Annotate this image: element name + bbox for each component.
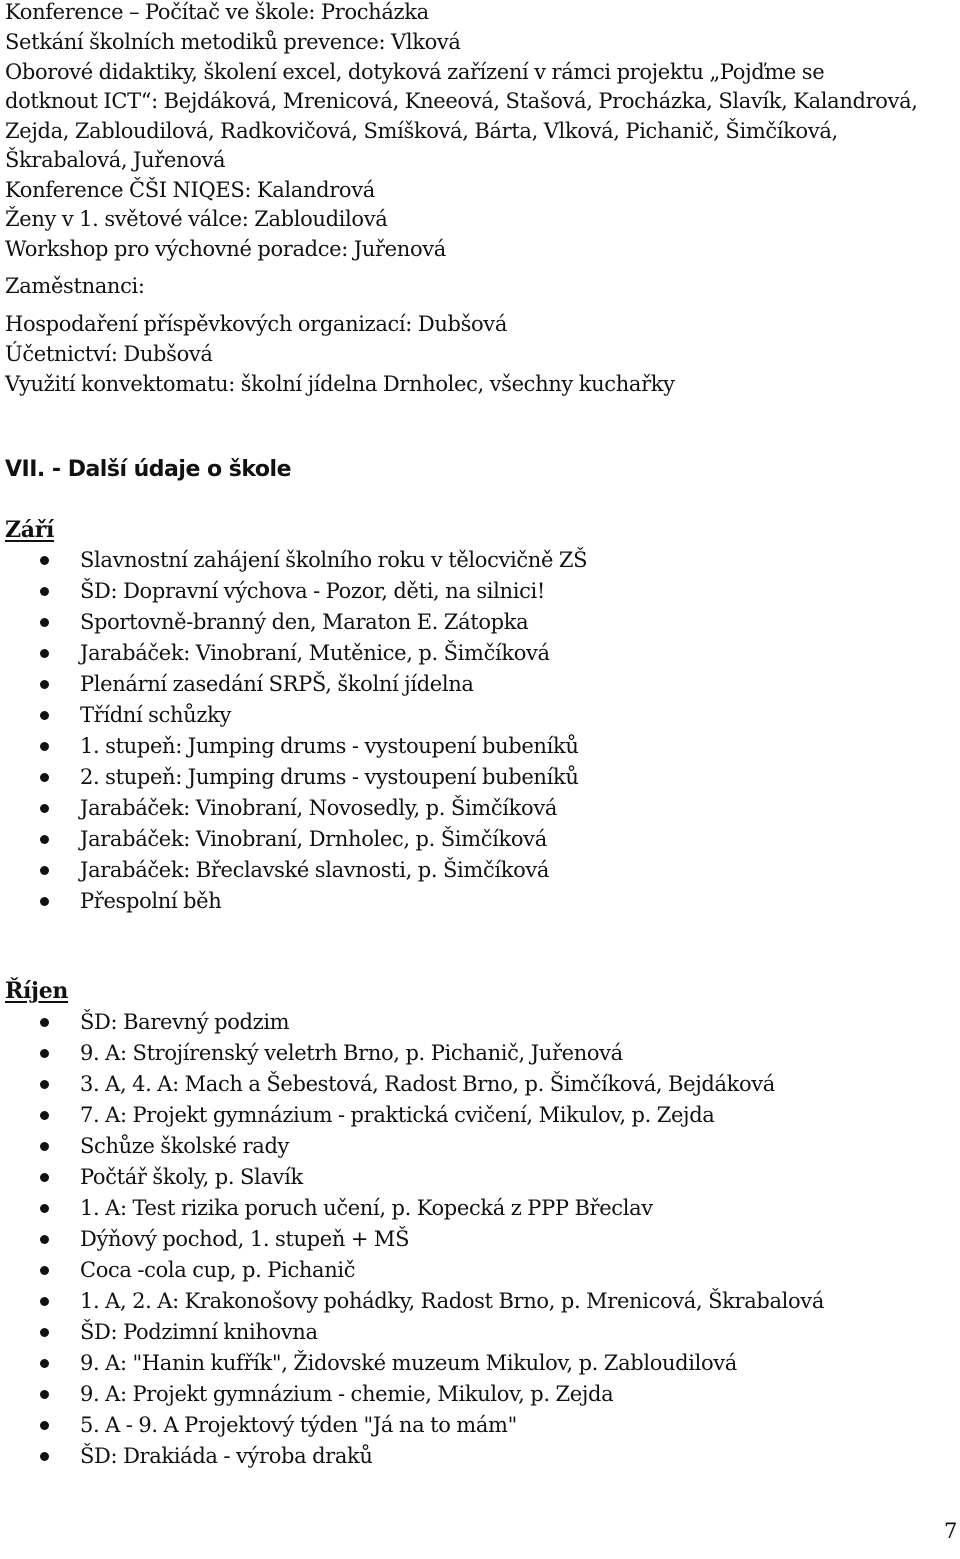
list-item-text: 3. A, 4. A: Mach a Šebestová, Radost Brno, p. Šimčíková, Bejdáková xyxy=(80,1072,775,1096)
intro-line: Škrabalová, Juřenová xyxy=(5,148,226,172)
list-item xyxy=(0,1255,900,1286)
intro-line: Setkání školních metodiků prevence: Vlková xyxy=(5,30,461,54)
list-item xyxy=(0,1193,900,1224)
list-item xyxy=(0,855,900,886)
list-item-text: ŠD: Dopravní výchova - Pozor, děti, na silnici! xyxy=(80,579,545,603)
list-item xyxy=(0,700,900,731)
bullet-icon xyxy=(40,742,49,751)
list-item-text: Plenární zasedání SRPŠ, školní jídelna xyxy=(80,672,474,696)
list-item xyxy=(0,607,900,638)
bullet-icon xyxy=(40,1173,49,1182)
bullet-icon xyxy=(40,1111,49,1120)
section-heading: VII. - Další údaje o škole xyxy=(5,457,292,482)
list-item-text: Slavnostní zahájení školního roku v tělocvičně ZŠ xyxy=(80,548,588,572)
list-item xyxy=(0,1317,900,1348)
intro-line: Ženy v 1. světové válce: Zabloudilová xyxy=(5,207,388,231)
list-item-text: 9. A: Projekt gymnázium - chemie, Mikulov, p. Zejda xyxy=(80,1382,614,1406)
page-number: 7 xyxy=(944,1519,958,1543)
list-item xyxy=(0,824,900,855)
bullet-icon xyxy=(40,897,49,906)
bullet-icon xyxy=(40,556,49,565)
list-item-text: Počtář školy, p. Slavík xyxy=(80,1165,303,1189)
list-item xyxy=(0,669,900,700)
bullet-icon xyxy=(40,1049,49,1058)
bullet-icon xyxy=(40,1080,49,1089)
bullet-icon xyxy=(40,866,49,875)
list-item-text: Coca -cola cup, p. Pichanič xyxy=(80,1258,356,1282)
list-item xyxy=(0,1441,900,1472)
bullet-icon xyxy=(40,618,49,627)
intro-line: Konference – Počítač ve škole: Procházka xyxy=(5,0,429,24)
bullet-icon xyxy=(40,1390,49,1399)
month-heading-september: Září xyxy=(5,517,55,543)
staff-heading: Zaměstnanci: xyxy=(5,274,145,298)
list-item-text: Dýňový pochod, 1. stupeň + MŠ xyxy=(80,1227,410,1251)
intro-line: Workshop pro výchovné poradce: Juřenová xyxy=(5,237,446,261)
list-item xyxy=(0,1379,900,1410)
list-item xyxy=(0,1162,900,1193)
bullet-icon xyxy=(40,1452,49,1461)
bullet-icon xyxy=(40,1328,49,1337)
list-item xyxy=(0,886,900,917)
list-item xyxy=(0,1038,900,1069)
list-item-text: 7. A: Projekt gymnázium - praktická cvičení, Mikulov, p. Zejda xyxy=(80,1103,715,1127)
list-item-text: 9. A: "Hanin kufřík", Židovské muzeum Mikulov, p. Zabloudilová xyxy=(80,1351,737,1375)
bullet-icon xyxy=(40,1421,49,1430)
intro-line: Konference ČŠI NIQES: Kalandrová xyxy=(5,178,375,202)
staff-line: Účetnictví: Dubšová xyxy=(5,342,213,366)
list-item-text: 1. A: Test rizika poruch učení, p. Kopecká z PPP Břeclav xyxy=(80,1196,653,1220)
bullet-icon xyxy=(40,804,49,813)
list-item xyxy=(0,731,900,762)
list-item xyxy=(0,1286,900,1317)
list-item-text: Třídní schůzky xyxy=(80,703,231,727)
bullet-icon xyxy=(40,1204,49,1213)
bullet-icon xyxy=(40,1359,49,1368)
list-item xyxy=(0,1069,900,1100)
staff-line: Využití konvektomatu: školní jídelna Drnholec, všechny kuchařky xyxy=(5,372,675,396)
list-item-text: 1. A, 2. A: Krakonošovy pohádky, Radost Brno, p. Mrenicová, Škrabalová xyxy=(80,1289,824,1313)
bullet-icon xyxy=(40,773,49,782)
list-item xyxy=(0,793,900,824)
list-item xyxy=(0,1348,900,1379)
list-item xyxy=(0,1131,900,1162)
list-item-text: 2. stupeň: Jumping drums - vystoupení bubeníků xyxy=(80,765,579,789)
bullet-icon xyxy=(40,835,49,844)
list-item-text: Sportovně-branný den, Maraton E. Zátopka xyxy=(80,610,529,634)
intro-line: Oborové didaktiky, školení excel, dotyková zařízení v rámci projektu „Pojďme se xyxy=(5,60,825,84)
list-item xyxy=(0,545,900,576)
list-item-text: Jarabáček: Vinobraní, Novosedly, p. Šimčíková xyxy=(80,796,558,820)
bullet-icon xyxy=(40,649,49,658)
list-item-text: Jarabáček: Břeclavské slavnosti, p. Šimčíková xyxy=(80,858,550,882)
staff-line: Hospodaření příspěvkových organizací: Dubšová xyxy=(5,312,507,336)
list-item-text: 5. A - 9. A Projektový týden "Já na to mám" xyxy=(80,1413,517,1437)
intro-line: Zejda, Zabloudilová, Radkovičová, Smíšková, Bárta, Vlková, Pichanič, Šimčíková, xyxy=(5,119,838,143)
list-item-text: ŠD: Podzimní knihovna xyxy=(80,1320,318,1344)
month-heading-october: Říjen xyxy=(5,978,69,1004)
list-item-text: 9. A: Strojírenský veletrh Brno, p. Pichanič, Juřenová xyxy=(80,1041,623,1065)
bullet-icon xyxy=(40,711,49,720)
bullet-icon xyxy=(40,1018,49,1027)
intro-line: dotknout ICT“: Bejdáková, Mrenicová, Kneeová, Stašová, Procházka, Slavík, Kalandrová, xyxy=(5,89,918,113)
bullet-icon xyxy=(40,1297,49,1306)
list-item xyxy=(0,1007,900,1038)
bullet-icon xyxy=(40,587,49,596)
list-item-text: Přespolní běh xyxy=(80,889,222,913)
list-item xyxy=(0,1410,900,1441)
bullet-icon xyxy=(40,1266,49,1275)
list-item-text: ŠD: Barevný podzim xyxy=(80,1010,290,1034)
bullet-icon xyxy=(40,1235,49,1244)
list-item xyxy=(0,638,900,669)
list-item xyxy=(0,576,900,607)
list-item xyxy=(0,1100,900,1131)
list-item-text: 1. stupeň: Jumping drums - vystoupení bubeníků xyxy=(80,734,579,758)
list-item xyxy=(0,1224,900,1255)
list-item-text: Jarabáček: Vinobraní, Mutěnice, p. Šimčíková xyxy=(80,641,550,665)
list-item-text: Schůze školské rady xyxy=(80,1134,290,1158)
bullet-icon xyxy=(40,680,49,689)
list-item-text: Jarabáček: Vinobraní, Drnholec, p. Šimčíková xyxy=(80,827,547,851)
list-item-text: ŠD: Drakiáda - výroba draků xyxy=(80,1444,373,1468)
bullet-icon xyxy=(40,1142,49,1151)
list-item xyxy=(0,762,900,793)
